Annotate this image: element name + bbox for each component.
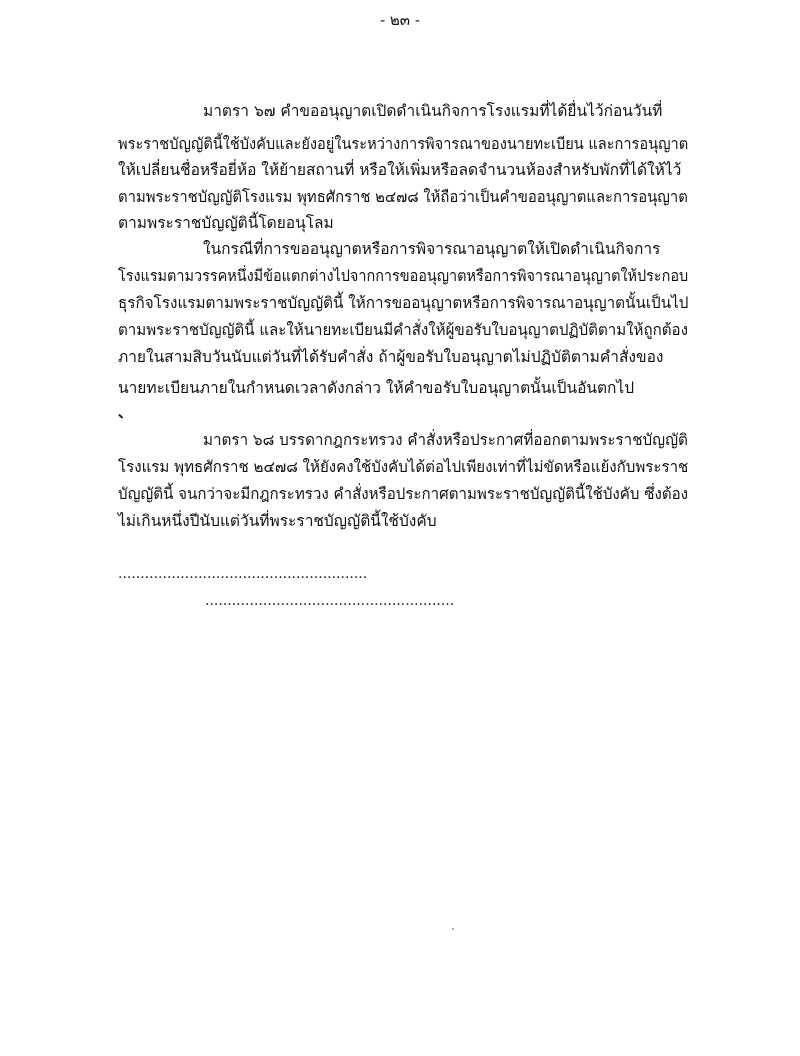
section67-para2-line-2: โรงแรมตามวรรคหนึ่งมีข้อแตกต่างไปจากการขออนุญาตหรือการพิจารณาอนุญาตให้ประกอบ — [118, 267, 689, 285]
dotted-line-1: ........................................................ — [118, 566, 368, 582]
section67-line-5: ตามพระราชบัญญัตินี้โดยอนุโลม — [118, 214, 334, 232]
section67-line-3: ให้เปลี่ยนชื่อหรือยี่ห้อ ให้ย้ายสถานที่ หรือให้เพิ่มหรือลดจำนวนห้องสำหรับพักที่ได้ให้ไว้ — [118, 161, 682, 179]
dotted-line-2: ........................................................ — [205, 593, 455, 609]
section67-para2-line-3: ธุรกิจโรงแรมตามพระราชบัญญัตินี้ ให้การขออนุญาตหรือการพิจารณาอนุญาตนั้นเป็นไป — [118, 294, 689, 312]
scan-speck — [452, 928, 454, 930]
section68-line-2: โรงแรม พุทธศักราช ๒๔๗๘ ให้ยังคงใช้บังคับได้ต่อไปเพียงเท่าที่ไม่ขัดหรือแย้งกับพระราช — [118, 458, 689, 476]
section67-para2-line-4: ตามพระราชบัญญัตินี้ และให้นายทะเบียนมีคำสั่งให้ผู้ขอรับใบอนุญาตปฏิบัติตามให้ถูกต้อง — [118, 321, 688, 339]
section67-line-2: พระราชบัญญัตินี้ใช้บังคับและยังอยู่ในระหว่างการพิจารณาของนายทะเบียน และการอนุญาต — [118, 135, 689, 153]
section67-para2-line-6: นายทะเบียนภายในกำหนดเวลาดังกล่าว ให้คำขอรับใบอนุญาตนั้นเป็นอันตกไป — [118, 379, 635, 397]
section68-line-3: บัญญัตินี้ จนกว่าจะมีกฎกระทรวง คำสั่งหรือประกาศตามพระราชบัญญัตินี้ใช้บังคับ ซึ่งต้อง — [118, 485, 689, 503]
section67-line-4: ตามพระราชบัญญัติโรงแรม พุทธศักราช ๒๔๗๘ ให้ถือว่าเป็นคำขออนุญาตและการอนุญาต — [118, 188, 688, 206]
stray-mark — [118, 410, 126, 418]
section68-line-4: ไม่เกินหนึ่งปีนับแต่วันที่พระราชบัญญัตินี้ใช้บังคับ — [118, 512, 437, 530]
page-number: - ๒๓ - — [380, 11, 420, 29]
section67-para2-line-1: ในกรณีที่การขออนุญาตหรือการพิจารณาอนุญาตให้เปิดดำเนินกิจการ — [203, 240, 661, 258]
section67-line-1: มาตรา ๖๗ คำขออนุญาตเปิดดำเนินกิจการโรงแรมที่ได้ยื่นไว้ก่อนวันที่ — [203, 102, 663, 120]
section68-line-1: มาตรา ๖๘ บรรดากฎกระทรวง คำสั่งหรือประกาศที่ออกตามพระราชบัญญัติ — [203, 431, 688, 449]
section67-para2-line-5: ภายในสามสิบวันนับแต่วันที่ได้รับคำสั่ง ถ้าผู้ขอรับใบอนุญาตไม่ปฏิบัติตามคำสั่งของ — [118, 348, 664, 366]
